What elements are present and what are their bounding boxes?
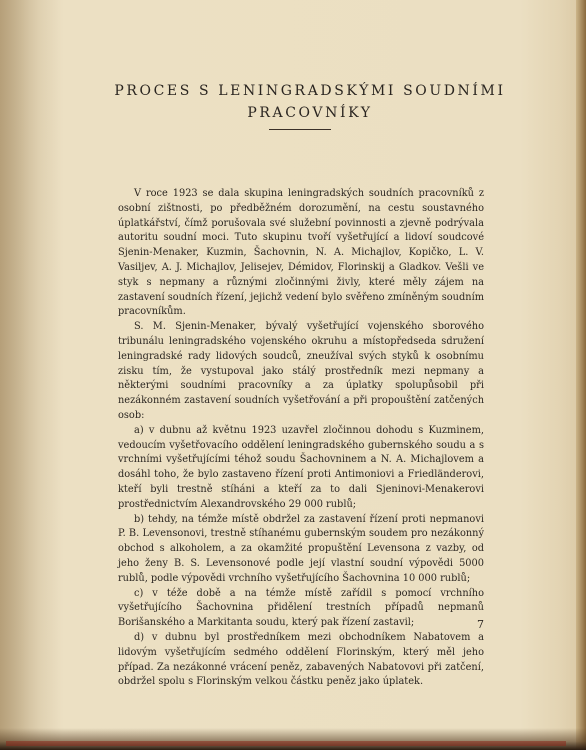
page-bottom-edge [0, 728, 586, 750]
paragraph-intro: V roce 1923 se dala skupina leningradských soudních pracovníků z osobní zištnosti, po předběžném dorozumění, na cestu soustavného úplatkářství, čímž porušovala své služební povinnosti a zjevně podrývala autoritu soudní moci. Tuto skupinu tvoří vyšetřující a lidoví soudcové Sjenin-Menaker, Kuzmin, Šachovnin, N. A. Michajlov, Kopičko, L. V. Vasiljev, A. J. Michajlov, Jelisejev, Démidov, Florinskij a Gladkov. Vešli ve styk s nepmany a různými zločinnými živly, které měly zájem na zastavení soudních řízení, jejichž vedení bylo svěřeno zmíněným soudním pracovníkům. [118, 188, 484, 318]
chapter-title-line-1: PROCES S LENINGRADSKÝMI SOUDNÍMI [114, 83, 506, 99]
page-number: 7 [477, 618, 484, 631]
paragraph-item-d: d) v dubnu byl prostředníkem mezi obchodníkem Nabatovem a lidovým vyšetřujícím sedmého oddělení Florinským, který měl jeho případ. Za nezákonné vrácení peněz, zabavených Nabatovovi při zatčení, obdržel spolu s Florinským velkou částku peněz jako úplatek. [118, 631, 484, 688]
paragraph-item-a: a) v dubnu až květnu 1923 uzavřel zločinnou dohodu s Kuzminem, vedoucím vyšetřovacího oddělení leningradského gubernského soudu a s vrchními vyšetřujícími téhož soudu Šachovninem a N. A. Michajlovem a dosáhl toho, že bylo zastaveno řízení proti Antimoniovi a Friedländerovi, kteří byli trestně stíháni a kteří za to dali Sjeninovi-Menakerovi prostřednictvím Alexandrovského 29 000 rublů; [118, 424, 484, 510]
paragraph-item-b: b) tehdy, na témže místě obdržel za zastavení řízení proti nepmanovi P. B. Levensonovi, trestně stíhanému gubernským soudem pro nezákonný obchod s alkoholem, a za okamžité propuštění Levensona z vazby, od jeho ženy B. S. Levensonové podle její vlastní soudní výpovědi 5000 rublů, podle výpovědi vrchního vyšetřujícího Šachovnina 10 000 rublů; [118, 513, 484, 584]
title-rule [269, 129, 331, 130]
chapter-title [100, 80, 520, 124]
book-edge-mark [6, 741, 566, 746]
paragraph-sjenin: S. M. Sjenin-Menaker, bývalý vyšetřující vojenského sborového tribunálu leningradského vojenského okruhu a místopředseda sdružení leningradské rady lidových soudců, zneužíval svých styků k osobnímu zisku tím, že vystupoval jako stálý prostředník mezi nepmany a některými soudními pracovníky a za úplatky spolupůsobil při nezákonném zastavení soudních vyšetřování a při propouštění zatčených osob: [118, 321, 484, 421]
body-text [118, 187, 484, 690]
page-right-edge [576, 0, 586, 750]
paragraph-item-c: c) v téže době a na témže místě zařídil s pomocí vrchního vyšetřujícího Šachovnina přidělení trestních případů nepmanů Borišanského a Markitanta soudu, který pak řízení zastavil; [118, 587, 484, 629]
chapter-title-line-2: PRACOVNÍKY [247, 105, 373, 121]
page-gutter-shadow [0, 0, 64, 750]
